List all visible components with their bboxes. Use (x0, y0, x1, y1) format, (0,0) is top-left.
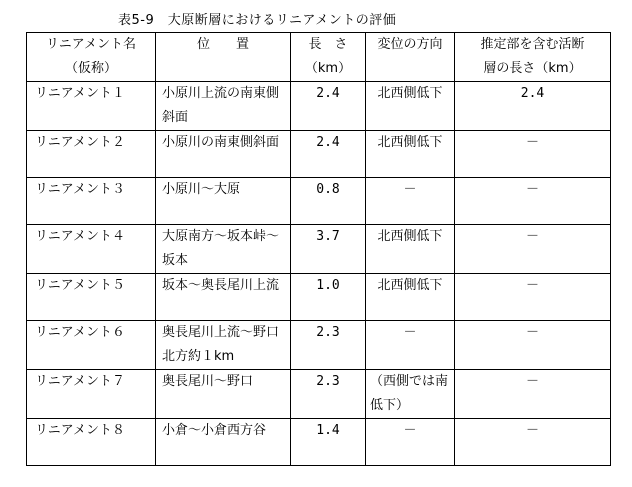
table-row (27, 131, 611, 178)
position-cell: 小原川の南東側斜面 (156, 131, 291, 178)
fault-length-cell: － (455, 321, 611, 370)
position-cell: 奥長尾川～野口 (156, 370, 291, 419)
header-name: リニアメント名 （仮称） (27, 33, 156, 82)
position-cell: 小原川上流の南東側斜面 (156, 82, 291, 131)
lineament-name-cell: リニアメント４ (27, 225, 156, 274)
lineament-name-cell: リニアメント６ (27, 321, 156, 370)
length-cell: 2.4 (291, 131, 366, 178)
position-cell: 小原川～大原 (156, 178, 291, 225)
table-row (27, 274, 611, 321)
lineament-name-cell: リニアメント７ (27, 370, 156, 419)
evaluation-table (26, 32, 611, 466)
table-row (27, 82, 611, 131)
length-cell: 2.4 (291, 82, 366, 131)
direction-cell: － (366, 321, 455, 370)
direction-cell: 北西側低下 (366, 274, 455, 321)
length-cell: 3.7 (291, 225, 366, 274)
fault-length-cell: － (455, 178, 611, 225)
table-row (27, 225, 611, 274)
position-cell: 奥長尾川上流～野口北方約１km (156, 321, 291, 370)
fault-length-cell: － (455, 370, 611, 419)
header-row (27, 33, 611, 82)
position-cell: 坂本～奥長尾川上流 (156, 274, 291, 321)
lineament-name-cell: リニアメント８ (27, 419, 156, 466)
length-cell: 0.8 (291, 178, 366, 225)
length-cell: 2.3 (291, 321, 366, 370)
direction-cell: － (366, 178, 455, 225)
table-row (27, 370, 611, 419)
lineament-name-cell: リニアメント３ (27, 178, 156, 225)
lineament-name-cell: リニアメント１ (27, 82, 156, 131)
direction-cell: － (366, 419, 455, 466)
fault-length-cell: 2.4 (455, 82, 611, 131)
lineament-name-cell: リニアメント２ (27, 131, 156, 178)
table-title: 表5-9 大原断層におけるリニアメントの評価 (118, 13, 397, 28)
header-length: 長 さ （km） (291, 33, 366, 82)
length-cell: 1.4 (291, 419, 366, 466)
fault-length-cell: － (455, 419, 611, 466)
lineament-name-cell: リニアメント５ (27, 274, 156, 321)
length-cell: 2.3 (291, 370, 366, 419)
fault-length-cell: － (455, 131, 611, 178)
position-cell: 小倉～小倉西方谷 (156, 419, 291, 466)
direction-cell: 北西側低下 (366, 131, 455, 178)
direction-cell: 北西側低下 (366, 225, 455, 274)
table-row (27, 321, 611, 370)
table-row (27, 419, 611, 466)
fault-length-cell: － (455, 274, 611, 321)
direction-cell: 北西側低下 (366, 82, 455, 131)
position-cell: 大原南方～坂本峠～坂本 (156, 225, 291, 274)
table-row (27, 178, 611, 225)
header-fault-length: 推定部を含む活断 層の長さ（km） (455, 33, 611, 82)
header-position: 位 置 (156, 33, 291, 82)
header-direction: 変位の方向 (366, 33, 455, 82)
direction-cell: （西側では南低下） (366, 370, 455, 419)
length-cell: 1.0 (291, 274, 366, 321)
fault-length-cell: － (455, 225, 611, 274)
